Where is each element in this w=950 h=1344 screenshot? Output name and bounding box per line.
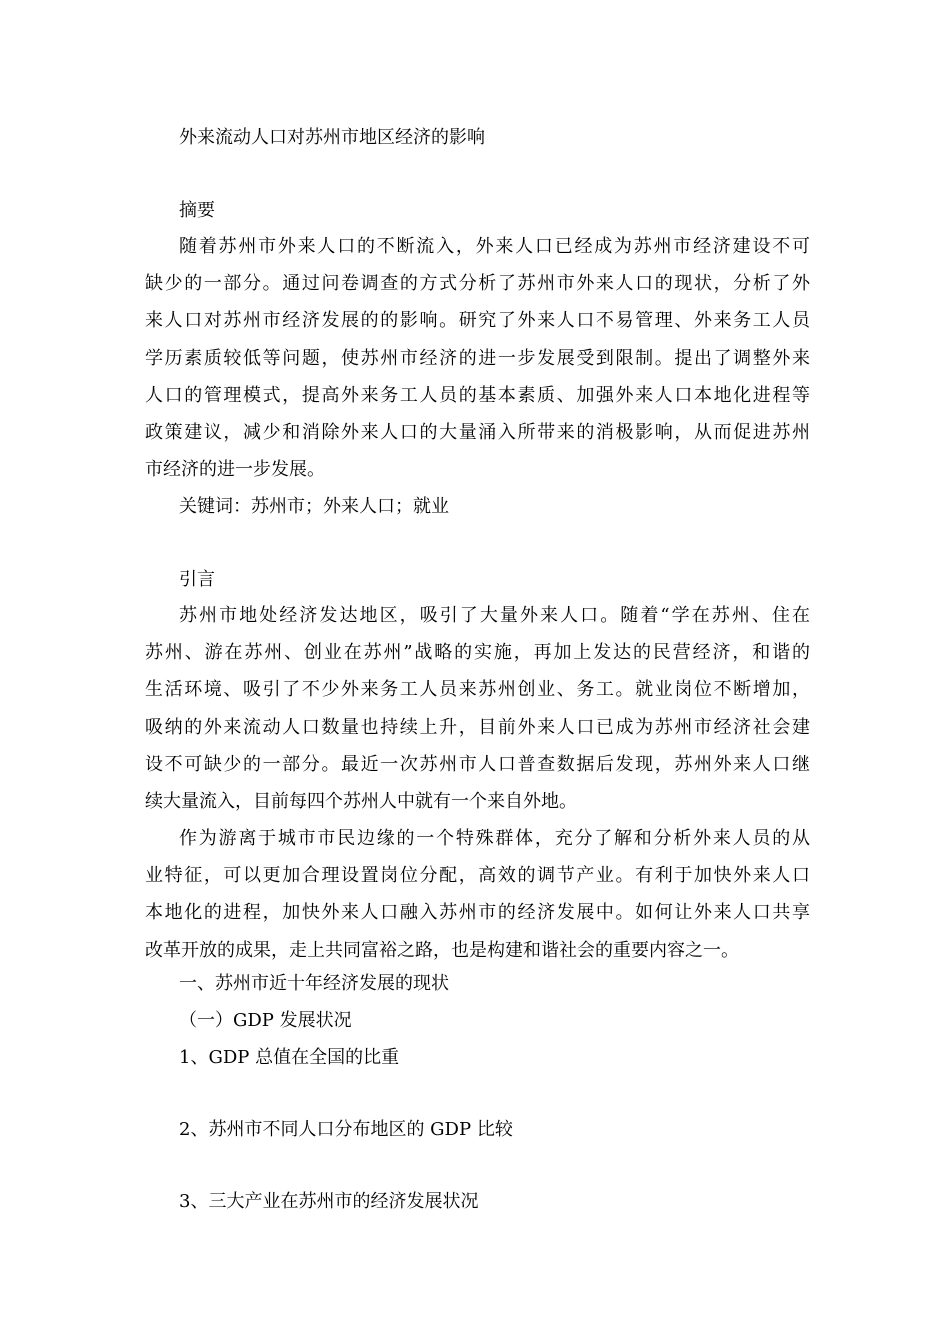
abstract-line: 随着苏州市外来人口的不断流入，外来人口已经成为苏州市经济建设不可 bbox=[179, 236, 810, 257]
abstract-line: 市经济的进一步发展。 bbox=[145, 459, 325, 481]
intro-heading: 引言 bbox=[179, 569, 215, 590]
keywords: 关键词：苏州市；外来人口；就业 bbox=[179, 496, 449, 517]
intro-line: 本地化的进程，加快外来人口融入苏州市的经济发展中。如何让外来人口共享 bbox=[145, 902, 810, 924]
abstract-paragraph bbox=[145, 228, 810, 488]
section-item: 1、GDP 总值在全国的比重 bbox=[179, 1047, 400, 1068]
abstract-line: 来人口对苏州市经济发展的的影响。研究了外来人口不易管理、外来务工人员 bbox=[145, 310, 810, 332]
subsection-heading: （一）GDP 发展状况 bbox=[179, 1010, 352, 1031]
document-title: 外来流动人口对苏州市地区经济的影响 bbox=[179, 127, 485, 148]
intro-line: 吸纳的外来流动人口数量也持续上升，目前外来人口已成为苏州市经济社会建 bbox=[145, 716, 810, 738]
abstract-line: 政策建议，减少和消除外来人口的大量涌入所带来的消极影响，从而促进苏州 bbox=[145, 421, 810, 443]
section-item: 3、三大产业在苏州市的经济发展状况 bbox=[179, 1191, 479, 1212]
abstract-line: 缺少的一部分。通过问卷调查的方式分析了苏州市外来人口的现状，分析了外 bbox=[145, 273, 810, 295]
intro-line: 作为游离于城市市民边缘的一个特殊群体，充分了解和分析外来人员的从 bbox=[179, 828, 810, 849]
intro-line: 设不可缺少的一部分。最近一次苏州市人口普查数据后发现，苏州外来人口继 bbox=[145, 753, 810, 775]
intro-line: 生活环境、吸引了不少外来务工人员来苏州创业、务工。就业岗位不断增加， bbox=[145, 679, 810, 701]
intro-paragraph-2 bbox=[145, 820, 810, 969]
section-heading: 一、苏州市近十年经济发展的现状 bbox=[179, 973, 449, 994]
abstract-heading: 摘要 bbox=[179, 200, 215, 221]
intro-paragraph-1 bbox=[145, 597, 810, 820]
intro-line: 改革开放的成果，走上共同富裕之路，也是构建和谐社会的重要内容之一。 bbox=[145, 939, 739, 961]
intro-line: 续大量流入，目前每四个苏州人中就有一个来自外地。 bbox=[145, 790, 577, 812]
intro-line: 苏州市地处经济发达地区，吸引了大量外来人口。随着“学在苏州、住在 bbox=[179, 605, 810, 626]
abstract-line: 学历素质较低等问题，使苏州市经济的进一步发展受到限制。提出了调整外来 bbox=[145, 347, 810, 369]
intro-line: 苏州、游在苏州、创业在苏州”战略的实施，再加上发达的民营经济，和谐的 bbox=[145, 642, 810, 664]
intro-line: 业特征，可以更加合理设置岗位分配，高效的调节产业。有利于加快外来人口 bbox=[145, 865, 810, 887]
section-item: 2、苏州市不同人口分布地区的 GDP 比较 bbox=[179, 1119, 513, 1140]
abstract-line: 人口的管理模式，提高外来务工人员的基本素质、加强外来人口本地化进程等 bbox=[145, 384, 810, 406]
